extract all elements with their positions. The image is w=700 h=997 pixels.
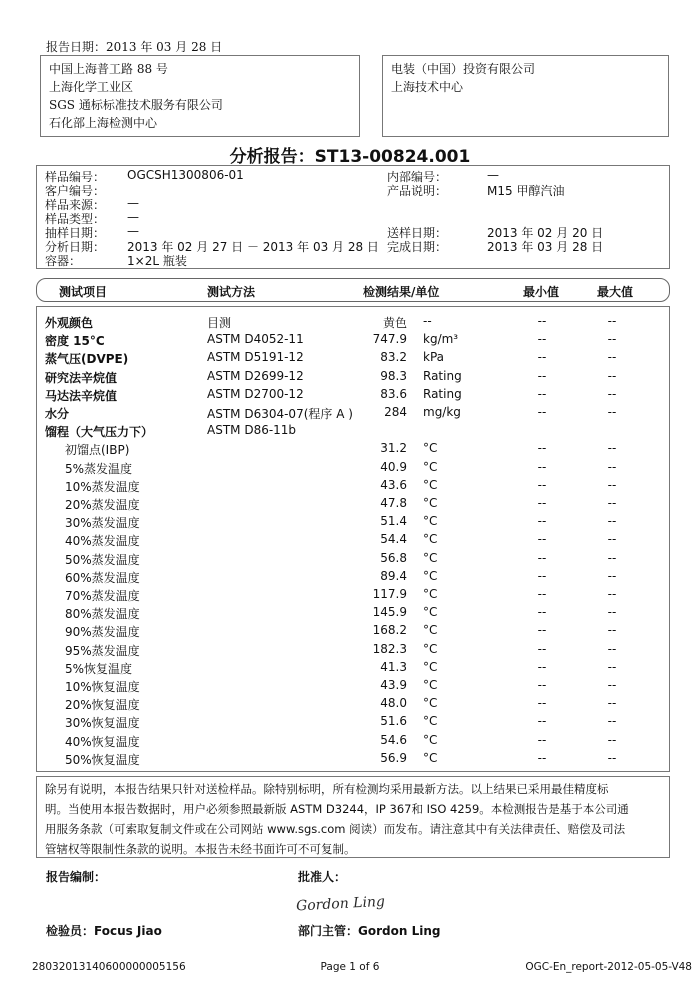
- row-unit: °C: [423, 587, 438, 601]
- product-desc-value: M15 甲醇汽油: [487, 184, 565, 198]
- row-min: --: [537, 477, 547, 492]
- table-row: [37, 677, 669, 695]
- row-unit: °C: [423, 605, 438, 620]
- notes-line: 用服务条款（可索取复制文件或在公司网站 www.sgs.com 阅读）而发布。请注意其中有关法律责任、赔偿及司法: [45, 822, 626, 836]
- sample-info-box: [36, 165, 670, 269]
- row-unit: °C: [423, 496, 438, 510]
- notes-line: 明。当使用本报告数据时，用户必须参照最新版 ASTM D3244，IP 367和 ISO 4259。本检测报告是基于本公司通: [45, 802, 629, 816]
- row-unit: °C: [423, 514, 438, 529]
- row-result: 54.6: [380, 732, 407, 747]
- row-max: --: [607, 477, 617, 492]
- row-max: --: [607, 368, 617, 383]
- header-result-unit: 检测结果/单位: [363, 285, 440, 299]
- row-item: 70%蒸发温度: [65, 589, 140, 603]
- submit-date-label: 送样日期：: [387, 226, 448, 240]
- row-item: 90%蒸发温度: [65, 625, 140, 640]
- table-row: [37, 622, 669, 640]
- row-method: ASTM D2699-12: [207, 368, 304, 383]
- table-row: [37, 495, 669, 513]
- row-min: --: [537, 514, 547, 529]
- row-min: --: [537, 714, 547, 729]
- sample-no-value: OGCSH1300806-01: [127, 168, 244, 182]
- row-unit: Rating: [423, 386, 462, 401]
- row-result: 56.8: [380, 550, 407, 565]
- row-unit: --: [423, 314, 432, 328]
- header-method: 测试方法: [207, 285, 256, 299]
- row-unit: °C: [423, 477, 438, 492]
- row-min: --: [537, 641, 547, 656]
- row-min: --: [537, 696, 547, 711]
- table-row: [37, 513, 669, 531]
- row-max: --: [607, 550, 617, 565]
- row-max: --: [607, 514, 617, 529]
- row-result: 89.4: [380, 568, 407, 583]
- table-row: [37, 550, 669, 568]
- table-row: [37, 422, 669, 440]
- footer-page: Page 1 of 6: [320, 961, 380, 973]
- row-method: ASTM D4052-11: [207, 332, 304, 347]
- table-row: [37, 477, 669, 495]
- approver-label: 批准人：: [298, 870, 347, 884]
- table-row: [37, 568, 669, 586]
- client-address-line: 上海化学工业区: [49, 80, 134, 94]
- row-min: --: [537, 368, 547, 383]
- row-item: 5%蒸发温度: [65, 461, 133, 476]
- row-max: --: [607, 496, 617, 510]
- table-row: [37, 349, 669, 367]
- row-max: --: [607, 732, 617, 747]
- sampling-date-label: 抽样日期：: [45, 226, 106, 240]
- row-min: --: [537, 496, 547, 510]
- notes-box: [36, 776, 670, 858]
- row-unit: °C: [423, 532, 438, 547]
- row-result: 40.9: [380, 459, 407, 474]
- header-min: 最小值: [523, 285, 560, 299]
- row-min: --: [537, 659, 547, 674]
- report-title: 分析报告：ST13-00824.001: [229, 147, 471, 167]
- sampling-date-value: —: [127, 224, 139, 238]
- signature: [292, 887, 402, 917]
- table-row: [37, 368, 669, 386]
- row-item: 40%恢复温度: [65, 734, 140, 749]
- client-address-line: SGS 通标标准技术服务有限公司: [49, 98, 223, 112]
- table-header: [36, 278, 670, 302]
- table-row: [37, 404, 669, 422]
- row-unit: °C: [423, 550, 438, 565]
- row-min: --: [537, 405, 547, 419]
- source-value: —: [127, 196, 139, 210]
- row-item: 60%蒸发温度: [65, 570, 140, 585]
- row-min: --: [537, 441, 547, 456]
- table-row: [37, 641, 669, 659]
- client-address-line: 中国上海普工路 88 号: [49, 62, 168, 76]
- row-item: 30%蒸发温度: [65, 516, 140, 531]
- complete-date-label: 完成日期：: [387, 240, 448, 254]
- department-head: 部门主管：Gordon Ling: [298, 924, 441, 938]
- row-item: 水分: [45, 407, 70, 421]
- row-item: 马达法辛烷值: [45, 388, 118, 403]
- row-result: 48.0: [380, 696, 407, 711]
- row-result: 54.4: [380, 532, 407, 547]
- row-unit: °C: [423, 696, 438, 711]
- row-result: 51.6: [380, 714, 407, 729]
- type-label: 样品类型：: [45, 212, 106, 226]
- row-result: 83.6: [380, 386, 407, 401]
- row-item: 20%恢复温度: [65, 698, 140, 713]
- table-row: [37, 440, 669, 458]
- analysis-date-label: 分析日期：: [45, 240, 106, 254]
- sample-no-label: 样品编号：: [45, 170, 106, 184]
- client-address-box: [40, 55, 360, 137]
- row-unit: °C: [423, 623, 438, 638]
- row-result: 98.3: [380, 368, 407, 383]
- recipient-line: 电装（中国）投资有限公司: [391, 62, 536, 76]
- complete-date-value: 2013 年 03 月 28 日: [487, 240, 604, 254]
- row-max: --: [607, 568, 617, 583]
- type-value: —: [127, 210, 139, 224]
- internal-no-label: 内部编号：: [387, 170, 448, 184]
- row-min: --: [537, 568, 547, 583]
- row-max: --: [607, 350, 617, 365]
- row-unit: °C: [423, 714, 438, 729]
- row-result: 168.2: [372, 623, 407, 638]
- row-max: --: [607, 696, 617, 711]
- table-row: [37, 331, 669, 349]
- row-unit: °C: [423, 441, 438, 456]
- row-method: ASTM D86-11b: [207, 423, 297, 438]
- row-item: 研究法辛烷值: [45, 370, 118, 385]
- row-item: 5%恢复温度: [65, 661, 133, 676]
- table-row: [37, 713, 669, 731]
- row-item: 密度 15°C: [45, 334, 105, 349]
- internal-no-value: —: [487, 168, 499, 182]
- row-result: 747.9: [372, 332, 407, 347]
- row-max: --: [607, 605, 617, 620]
- row-max: --: [607, 623, 617, 638]
- row-max: --: [607, 386, 617, 401]
- row-result: 47.8: [380, 496, 407, 510]
- row-min: --: [537, 550, 547, 565]
- row-min: --: [537, 678, 547, 692]
- row-method: ASTM D5191-12: [207, 350, 304, 365]
- report-date: 报告日期：2013 年 03 月 28 日: [46, 40, 223, 54]
- row-max: --: [607, 459, 617, 474]
- row-min: --: [537, 605, 547, 620]
- row-max: --: [607, 405, 617, 419]
- footer-form-id: OGC-En_report-2012-05-05-V48: [525, 961, 692, 973]
- row-item: 20%蒸发温度: [65, 498, 140, 512]
- table-row: [37, 586, 669, 604]
- recipient-box: [382, 55, 669, 137]
- row-item: 40%蒸发温度: [65, 534, 140, 549]
- row-max: --: [607, 532, 617, 547]
- row-max: --: [607, 678, 617, 692]
- product-desc-label: 产品说明：: [387, 184, 448, 198]
- table-row: [37, 531, 669, 549]
- analysis-date-value: 2013 年 02 月 27 日 － 2013 年 03 月 28 日: [127, 240, 379, 254]
- table-row: [37, 313, 669, 331]
- row-unit: mg/kg: [423, 405, 461, 419]
- row-result: 黄色: [382, 316, 407, 330]
- row-method: 目测: [207, 316, 232, 330]
- row-max: --: [607, 750, 617, 765]
- row-result: 41.3: [380, 659, 407, 674]
- row-item: 50%蒸发温度: [65, 552, 140, 567]
- row-min: --: [537, 750, 547, 765]
- customer-no-label: 客户编号：: [45, 184, 106, 198]
- row-unit: °C: [423, 732, 438, 747]
- prepared-by-label: 报告编制：: [46, 870, 107, 884]
- row-max: --: [607, 714, 617, 729]
- row-max: --: [607, 587, 617, 601]
- row-unit: °C: [423, 641, 438, 656]
- row-result: 145.9: [372, 605, 407, 620]
- row-item: 80%蒸发温度: [65, 607, 140, 622]
- header-max: 最大值: [597, 285, 634, 299]
- table-row: [37, 659, 669, 677]
- row-item: 馏程（大气压力下）: [45, 425, 154, 440]
- row-item: 外观颜色: [45, 316, 94, 330]
- row-result: 43.9: [380, 678, 407, 692]
- row-max: --: [607, 332, 617, 347]
- container-label: 容器：: [45, 254, 82, 268]
- table-row: [37, 386, 669, 404]
- row-result: 51.4: [380, 514, 407, 529]
- table-row: [37, 604, 669, 622]
- source-label: 样品来源：: [45, 198, 106, 212]
- table-row: [37, 459, 669, 477]
- row-max: --: [607, 314, 617, 328]
- row-item: 50%恢复温度: [65, 752, 140, 767]
- row-result: 56.9: [380, 750, 407, 765]
- row-unit: °C: [423, 568, 438, 583]
- submit-date-value: 2013 年 02 月 20 日: [487, 226, 604, 240]
- row-unit: °C: [423, 750, 438, 765]
- row-unit: kg/m³: [423, 332, 459, 347]
- notes-line: 除另有说明，本报告结果只针对送检样品。除特别标明，所有检测均采用最新方法。以上结果已采用最佳精度标: [45, 782, 609, 796]
- row-min: --: [537, 386, 547, 401]
- row-item: 10%蒸发温度: [65, 479, 140, 494]
- row-unit: °C: [423, 659, 438, 674]
- inspector: 检验员：Focus Jiao: [46, 924, 162, 938]
- row-method: ASTM D2700-12: [207, 386, 304, 401]
- row-min: --: [537, 623, 547, 638]
- header-item: 测试项目: [59, 285, 108, 299]
- row-item: 30%恢复温度: [65, 716, 140, 731]
- table-row: [37, 750, 669, 768]
- row-item: 10%恢复温度: [65, 680, 140, 694]
- row-min: --: [537, 587, 547, 601]
- row-min: --: [537, 350, 547, 365]
- row-max: --: [607, 441, 617, 456]
- row-unit: °C: [423, 678, 438, 692]
- row-min: --: [537, 732, 547, 747]
- row-min: --: [537, 332, 547, 347]
- results-table: [36, 306, 670, 772]
- footer-doc-id: 28032013140600000005156: [32, 961, 186, 973]
- row-min: --: [537, 459, 547, 474]
- container-value: 1×2L 瓶装: [127, 254, 187, 268]
- row-result: 284: [384, 405, 407, 419]
- row-result: 31.2: [380, 441, 407, 456]
- row-result: 43.6: [380, 477, 407, 492]
- row-item: 初馏点(IBP): [65, 443, 130, 458]
- table-row: [37, 695, 669, 713]
- notes-line: 管辖权等限制性条款的说明。本报告未经书面许可不可复制。: [45, 842, 356, 856]
- row-max: --: [607, 659, 617, 674]
- table-row: [37, 732, 669, 750]
- row-unit: kPa: [423, 350, 444, 365]
- client-address-line: 石化部上海检测中心: [49, 116, 158, 130]
- recipient-line: 上海技术中心: [391, 80, 464, 94]
- row-unit: Rating: [423, 368, 462, 383]
- signature-text: Gordon Ling: [295, 893, 386, 915]
- row-max: --: [607, 641, 617, 656]
- row-result: 182.3: [372, 641, 407, 656]
- row-unit: °C: [423, 459, 438, 474]
- row-min: --: [537, 532, 547, 547]
- row-item: 蒸气压(DVPE): [45, 352, 129, 367]
- row-result: 117.9: [372, 587, 407, 601]
- row-item: 95%蒸发温度: [65, 643, 140, 658]
- row-result: 83.2: [380, 350, 407, 365]
- row-min: --: [537, 314, 547, 328]
- row-method: ASTM D6304-07(程序 A ): [207, 407, 353, 421]
